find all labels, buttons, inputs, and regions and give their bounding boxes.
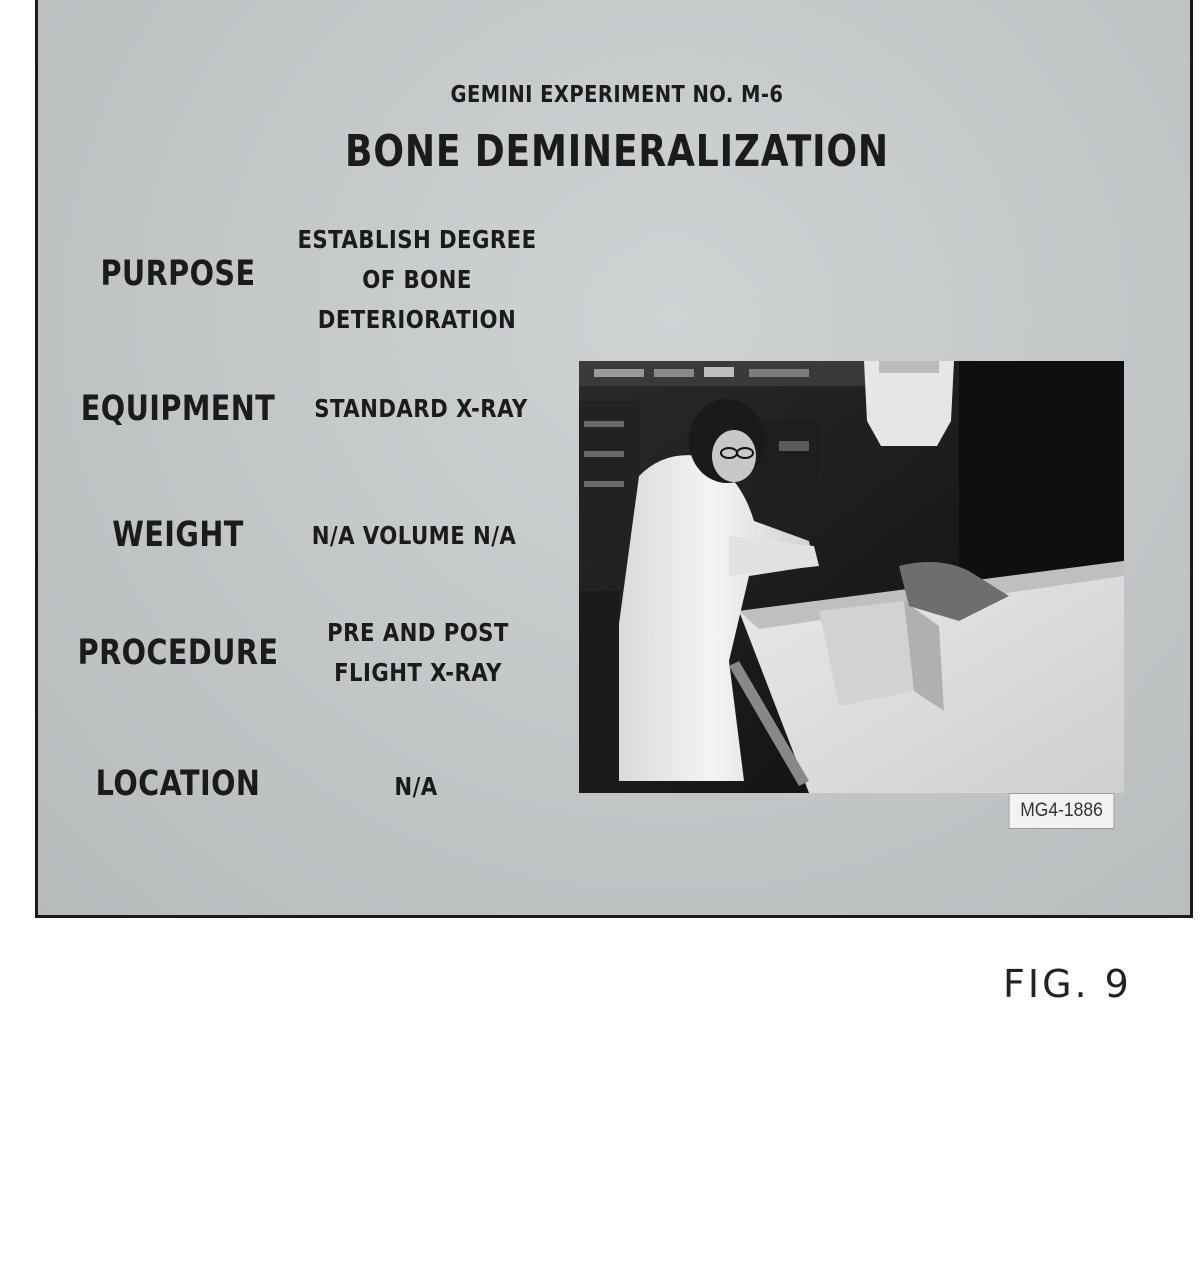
equipment-label: EQUIPMENT — [80, 389, 276, 429]
experiment-panel — [35, 0, 1193, 918]
weight-label: WEIGHT — [112, 515, 244, 555]
procedure-label: PROCEDURE — [77, 633, 279, 673]
weight-value-line: N/A VOLUME N/A — [311, 521, 517, 550]
purpose-label: PURPOSE — [100, 254, 256, 294]
photo-code-label: MG4-1886 — [1009, 793, 1115, 829]
location-label: LOCATION — [95, 764, 261, 804]
lab-photo — [579, 361, 1124, 793]
procedure-value-line: FLIGHT X-RAY — [334, 658, 502, 687]
experiment-title: BONE DEMINERALIZATION — [345, 126, 889, 177]
procedure-value-line: PRE AND POST — [327, 618, 509, 647]
purpose-value-line: OF BONE — [362, 265, 472, 294]
purpose-value-line: ESTABLISH DEGREE — [297, 225, 537, 254]
equipment-value-line: STANDARD X-RAY — [314, 394, 528, 423]
experiment-number: GEMINI EXPERIMENT NO. M-6 — [450, 82, 784, 108]
purpose-value — [290, 220, 545, 340]
figure-label: FIG. 9 — [1003, 962, 1132, 1006]
location-value — [289, 767, 544, 807]
procedure-value — [291, 613, 546, 693]
location-value-line: N/A — [394, 772, 438, 801]
lab-photo-illustration — [579, 361, 1124, 793]
purpose-value-line: DETERIORATION — [317, 305, 517, 334]
weight-value — [287, 516, 542, 556]
equipment-value — [294, 389, 549, 429]
